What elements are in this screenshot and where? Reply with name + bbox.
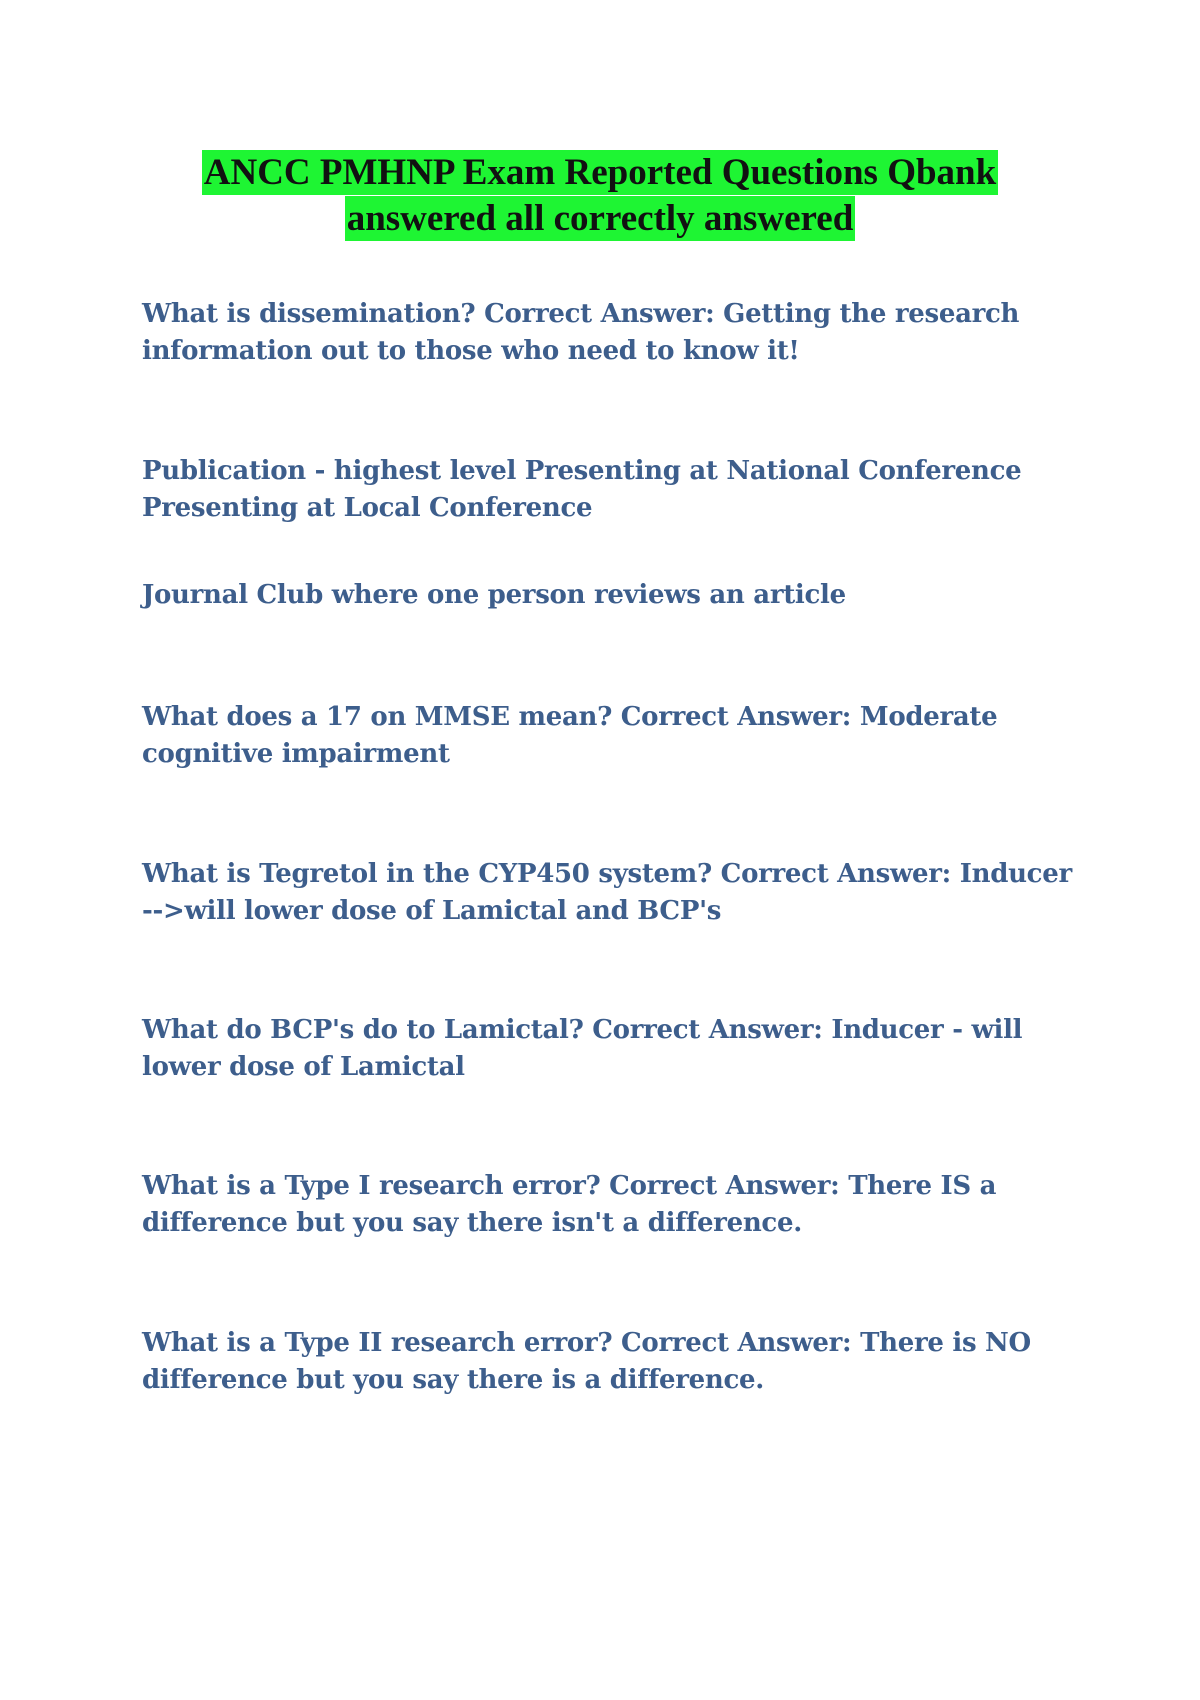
paragraph-mmse: What does a 17 on MMSE mean? Correct Answer: Moderate cognitive impairment: [142, 702, 998, 769]
title-line-2: answered all correctly answered: [346, 198, 854, 239]
paragraph-publication-levels: Publication - highest level Presenting at National Conference Presenting at Local Conference: [142, 456, 1022, 523]
paragraph-journal-club: Journal Club where one person reviews an article: [142, 580, 846, 610]
document-title: [0, 150, 1200, 242]
paragraph-tegretol: What is Tegretol in the CYP450 system? Correct Answer: Inducer -->will lower dose of Lamictal and BCP's: [142, 859, 1072, 926]
paragraph-type-ii-error: What is a Type II research error? Correct Answer: There is NO difference but you say there is a difference.: [142, 1328, 1031, 1395]
paragraph-dissemination: What is dissemination? Correct Answer: Getting the research information out to those who need to know it!: [142, 299, 1020, 366]
paragraph-type-i-error: What is a Type I research error? Correct Answer: There IS a difference but you say there isn't a difference.: [142, 1171, 997, 1238]
title-line-1: ANCC PMHNP Exam Reported Questions Qbank: [203, 152, 997, 193]
paragraph-bcp-lamictal: What do BCP's do to Lamictal? Correct Answer: Inducer - will lower dose of Lamictal: [142, 1015, 1023, 1082]
